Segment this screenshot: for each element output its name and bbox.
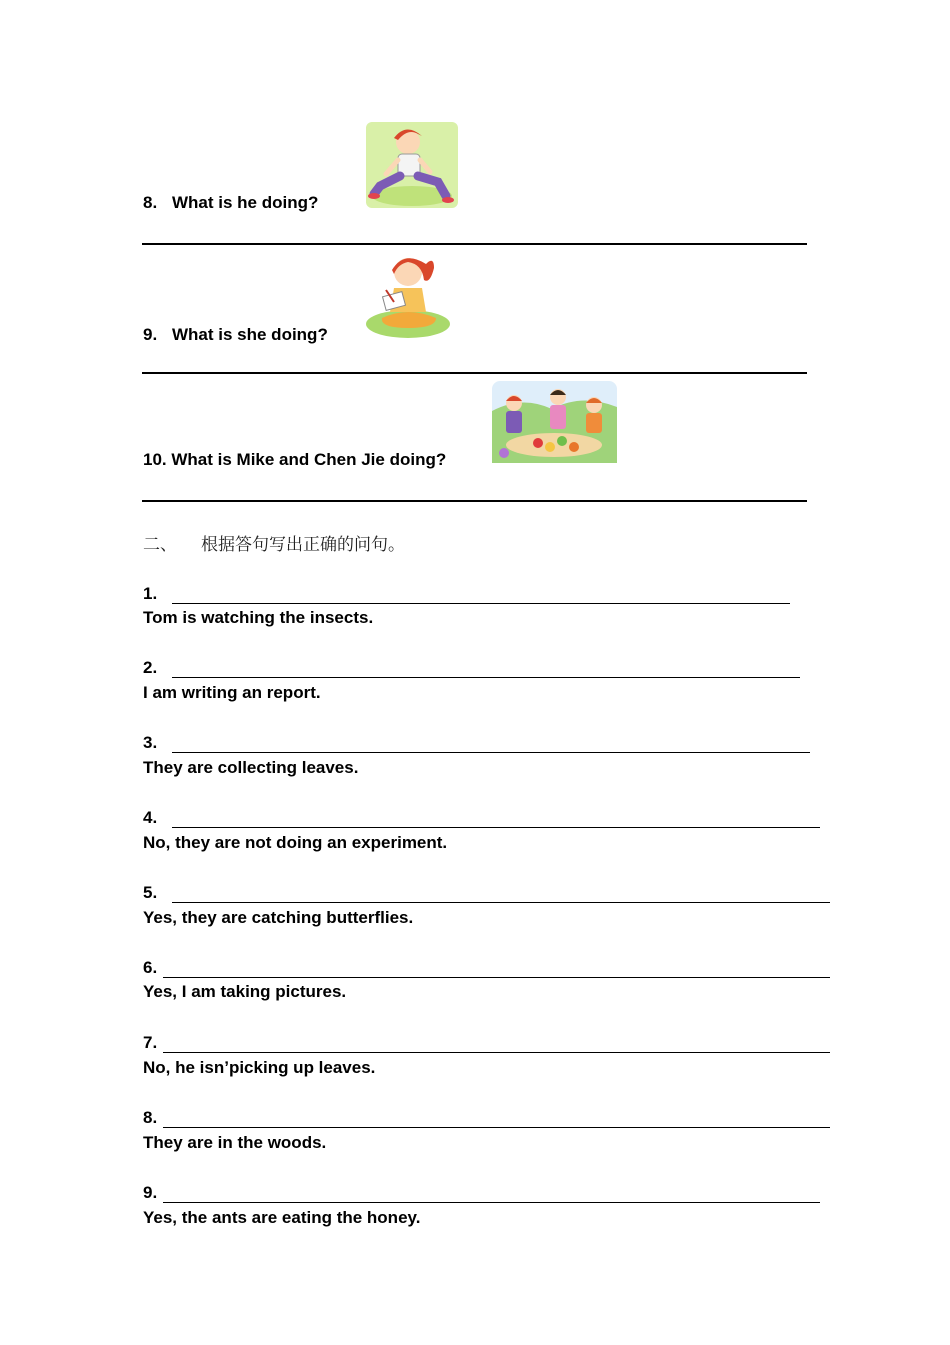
- blank-line[interactable]: [163, 1052, 830, 1053]
- item-number: 3.: [143, 733, 158, 752]
- answer-sentence: Yes, they are catching butterflies.: [143, 908, 414, 927]
- answer-sentence: Yes, I am taking pictures.: [143, 982, 347, 1001]
- question-8: [143, 193, 318, 213]
- question-item-6: [143, 958, 830, 978]
- answer-sentence: They are collecting leaves.: [143, 758, 359, 777]
- boy-stretching-picture: [366, 122, 458, 208]
- girl-writing-picture: [364, 250, 452, 340]
- question-number: 8.: [143, 193, 158, 212]
- blank-line[interactable]: [172, 827, 820, 828]
- answer-sentence: They are in the woods.: [143, 1133, 327, 1152]
- blank-line[interactable]: [172, 752, 810, 753]
- answer-sentence: No, they are not doing an experiment.: [143, 833, 448, 852]
- question-item-2: [143, 658, 800, 678]
- item-number: 4.: [143, 808, 158, 827]
- item-number: 9.: [143, 1183, 158, 1202]
- blank-line[interactable]: [163, 1202, 820, 1203]
- blank-line[interactable]: [172, 677, 800, 678]
- question-10: [143, 450, 446, 470]
- section-heading: [143, 530, 405, 555]
- question-text: What is she doing?: [172, 325, 328, 344]
- item-number: 8.: [143, 1108, 158, 1127]
- question-item-9: [143, 1183, 820, 1203]
- question-number: 10.: [143, 450, 167, 469]
- item-number: 5.: [143, 883, 158, 902]
- question-9: [143, 325, 328, 345]
- item-number: 2.: [143, 658, 158, 677]
- question-item-1: [143, 584, 790, 604]
- question-number: 9.: [143, 325, 158, 344]
- item-number: 6.: [143, 958, 158, 977]
- blank-line[interactable]: [172, 603, 790, 604]
- answer-sentence: I am writing an report.: [143, 683, 321, 702]
- question-item-8: [143, 1108, 830, 1128]
- item-number: 7.: [143, 1033, 158, 1052]
- section-instruction: 根据答句写出正确的问句。: [201, 535, 405, 555]
- question-text: What is he doing?: [172, 193, 319, 212]
- question-item-3: [143, 733, 810, 753]
- question-item-4: [143, 808, 820, 828]
- item-number: 1.: [143, 584, 158, 603]
- question-item-7: [143, 1033, 830, 1053]
- answer-line[interactable]: [142, 243, 807, 245]
- picnic-picture: [492, 381, 617, 463]
- answer-sentence: Tom is watching the insects.: [143, 608, 374, 627]
- blank-line[interactable]: [163, 977, 830, 978]
- answer-sentence: Yes, the ants are eating the honey.: [143, 1208, 421, 1227]
- question-text: What is Mike and Chen Jie doing?: [171, 450, 447, 469]
- answer-line[interactable]: [142, 372, 807, 374]
- section-number: 二、: [143, 535, 177, 555]
- question-item-5: [143, 883, 830, 903]
- answer-sentence: No, he isnʼpicking up leaves.: [143, 1058, 376, 1077]
- answer-line[interactable]: [142, 500, 807, 502]
- blank-line[interactable]: [163, 1127, 830, 1128]
- blank-line[interactable]: [172, 902, 830, 903]
